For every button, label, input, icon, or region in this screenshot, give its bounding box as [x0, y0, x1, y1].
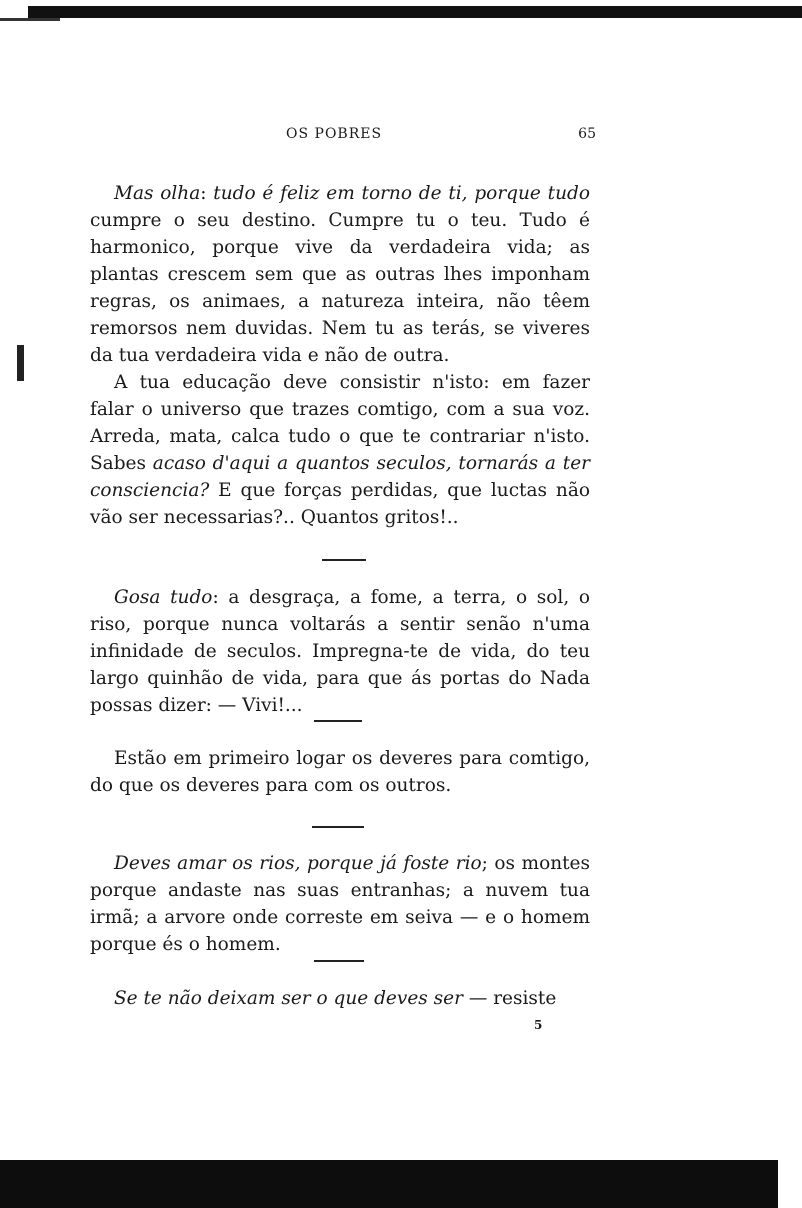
p5-italic: Deves amar os rios, porque já foste rio [114, 853, 482, 874]
section-rule [314, 720, 362, 722]
p2-text-a: A tua educação deve consistir n'isto: em fazer falar o universo que trazes comtigo, com a sua voz. Arreda, mata, calca tudo o que te contrariar n'isto. Sabes [90, 372, 590, 474]
scan-bottom-border [0, 1160, 778, 1208]
p1-italic-clause: tudo é feliz em torno de ti, porque tudo [213, 183, 590, 204]
p6-text: — resiste [462, 988, 557, 1009]
scan-top-border [28, 6, 802, 18]
running-title: OS POBRES [286, 126, 383, 142]
page-header [90, 126, 596, 146]
scan-top-border-edge [0, 18, 60, 21]
p2-text-b: E que forças perdidas, que luctas não vão ser necessarias?.. Quantos gritos!.. [90, 480, 590, 528]
p1-colon: : [200, 183, 214, 204]
paragraph-3 [90, 584, 590, 719]
p5-text: ; os montes porque andaste nas suas entranhas; a nuvem tua irmã; a arvore onde correste em seiva — e o homem porque és o homem. [90, 853, 590, 955]
p3-italic: Gosa tudo [114, 587, 213, 608]
section-rule [312, 826, 364, 828]
section-rule [314, 960, 364, 962]
p6-italic: Se te não deixam ser o que deves ser [114, 988, 463, 1009]
section-rule [322, 559, 366, 561]
paragraph-2 [90, 369, 590, 531]
p2-italic: acaso d'aqui a quantos seculos, tornarás a ter consciencia? [90, 453, 590, 501]
paragraph-6 [90, 985, 590, 1012]
paragraph-4 [90, 745, 590, 799]
paragraph-1 [90, 180, 590, 369]
signature-mark: 5 [534, 1018, 543, 1032]
margin-ink-mark [17, 345, 24, 381]
page-number: 65 [578, 126, 596, 142]
paragraph-5 [90, 850, 590, 958]
p1-italic-lead: Mas olha [114, 183, 201, 204]
p1-text: cumpre o seu destino. Cumpre tu o teu. Tudo é harmonico, porque vive da verdadeira vida; as plantas crescem sem que as outras lhes imponham regras, os animaes, a natureza inteira, não têem remorsos nem duvidas. Nem tu as terás, se viveres da tua verdadeira vida e não de outra. [90, 210, 590, 366]
p3-text: : a desgraça, a fome, a terra, o sol, o riso, porque nunca voltarás a sentir senão n'uma infinidade de seculos. Impregna-te de vida, do teu largo quinhão de vida, para que ás portas do Nada possas dizer: — Vivi!... [90, 587, 591, 716]
p4-text: Estão em primeiro logar os deveres para comtigo, do que os deveres para com os outros. [90, 748, 590, 796]
